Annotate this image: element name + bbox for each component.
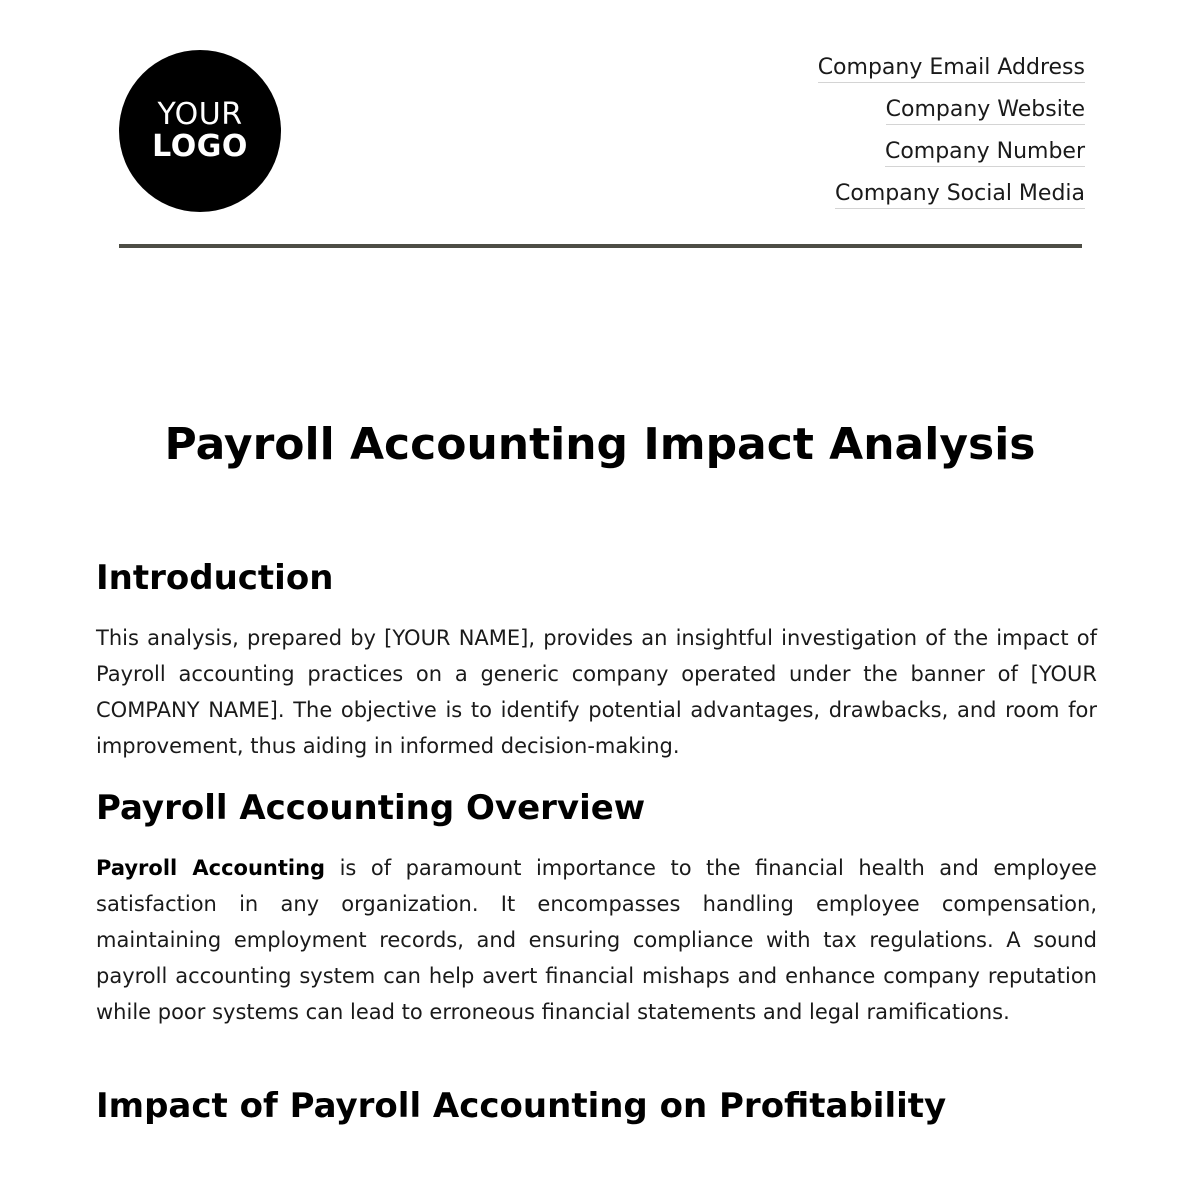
overview-text-rest: is of paramount importance to the financial health and employee satisfaction in any organization. It encompasses handling employee compensation, maintaining employment records, and ensuring compliance with tax regulations. A sound payroll accounting system can help avert financial mishaps and enhance company reputation while poor systems can lead to erroneous financial statements and legal ramifications. — [96, 856, 1097, 1024]
company-email-link[interactable]: Company Email Address — [818, 54, 1085, 83]
document-title: Payroll Accounting Impact Analysis — [164, 419, 1036, 470]
company-logo — [119, 50, 281, 212]
header-divider — [119, 244, 1082, 248]
logo-text-logo: LOGO — [152, 129, 248, 164]
overview-bold-term: Payroll Accounting — [96, 856, 326, 880]
company-number-link[interactable]: Company Number — [885, 138, 1085, 167]
section-heading-profitability: Impact of Payroll Accounting on Profitability — [96, 1086, 947, 1126]
section-heading-introduction: Introduction — [96, 558, 334, 598]
section-heading-overview: Payroll Accounting Overview — [96, 788, 646, 828]
document-body — [96, 556, 1097, 1128]
company-website-link[interactable]: Company Website — [886, 96, 1085, 125]
section-text-introduction: This analysis, prepared by [YOUR NAME], provides an insightful investigation of the impact of Payroll accounting practices on a generic company operated under the banner of [YOUR COMPANY NAME]. The objective is to identify potential advantages, drawbacks, and room for improvement, thus aiding in informed decision-making. — [96, 626, 1097, 758]
section-text-overview — [96, 850, 1097, 1030]
logo-text-your: YOUR — [157, 97, 243, 132]
contact-info — [818, 54, 1085, 222]
company-social-media-link[interactable]: Company Social Media — [835, 180, 1085, 209]
